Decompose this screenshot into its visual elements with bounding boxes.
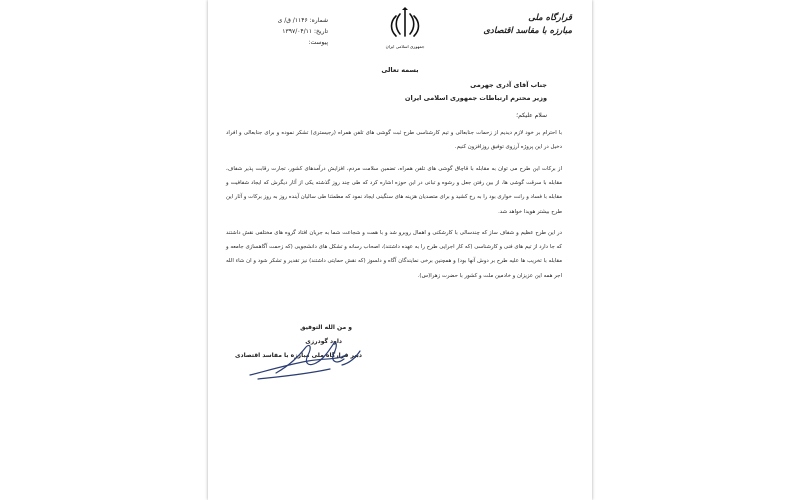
recipient-title: وزیر محترم ارتباطات جمهوری اسلامی ایران <box>404 94 547 102</box>
paragraph-1: با احترام بر خود لازم دیدیم از زحمات جنابعالی و تیم کارشناسی طرح ثبت گوشی های تلفن همراه (رجیستری) تشکر نموده و برای جنابعالی و افراد دخیل در این پروژه آرزوی توفیق روزافزون کنیم. <box>226 130 562 151</box>
paragraph-3: در این طرح عظیم و شفاف ساز که چندسالی با کارشکنی و اهمال روبرو شد و با همت و شجاعت شما به جریان افتاد گروه های مختلفی نقش داشتند که جا دارد از تیم های فنی و کارشناسی (که کار اجرایی طرح را به عهده داشتند)، اصحاب رسانه و تشکل های دانشجویی (که زحمت آگاهسازی جامعه و مقابله با تخریب ها علیه طرح بر دوش آنها بود) و همچنین برخی نمایندگان آگاه و دلسوز (که نقش حمایتی داشتند) نیز تقدیر و تشکر شود و ان شاء الله اجر همه این عزیزان و خادمین ملت و کشور با حضرت زهرا(س). <box>226 230 562 279</box>
emblem-caption: جمهوری اسلامی ایران <box>385 44 425 49</box>
handwritten-signature <box>246 335 366 385</box>
iran-emblem-icon <box>385 6 425 52</box>
recipient-name: جناب آقای آذری جهرمی <box>470 81 547 89</box>
org-name-line2: مبارزه با مفاسد اقتصادی <box>483 26 572 36</box>
org-name <box>483 12 572 38</box>
signer-name: داود گودرزی <box>305 338 342 345</box>
org-name-line1: قرارگاه ملی <box>528 13 572 23</box>
signer-title: دبیر قرارگاه ملی مبارزه با مفاسد اقتصادی <box>235 352 362 359</box>
letter-page <box>208 0 592 500</box>
letter-attachment: پیوست: <box>308 39 328 46</box>
letter-meta <box>258 15 328 48</box>
closing-phrase: و من الله التوفیق <box>300 324 352 331</box>
letter-date: تاریخ: ۱۳۹۷/۰۴/۱۱ <box>282 28 328 35</box>
paragraph-2: از برکات این طرح می توان به مقابله با قاچاق گوشی های تلفن همراه، تضمین سلامت مردم، افزایش درآمدهای کشور، تجارت رقابت پذیر شفاف، مقابله با سرقت گوشی ها، از بین رفتن جعل و رشوه و تبانی در این حوزه اشاره کرد که طی چند روز گذشته یکی از آثار دیگرش که ایجاد شفافیت و مقابله با فساد و رانت خواری بود را به رخ کشید و برای متصدیان هزینه های سنگینی ایجاد نمود که مطمئنا طی سالیان آینده روز به روز برکات و آثار این طرح بیشتر هویدا خواهد شد. <box>226 166 562 215</box>
bismillah: بسمه تعالی <box>381 66 419 74</box>
letter-number: شماره: ۱۱۴۶/ ق/ ی <box>277 17 328 24</box>
salutation: سلام علیکم؛ <box>516 112 547 119</box>
